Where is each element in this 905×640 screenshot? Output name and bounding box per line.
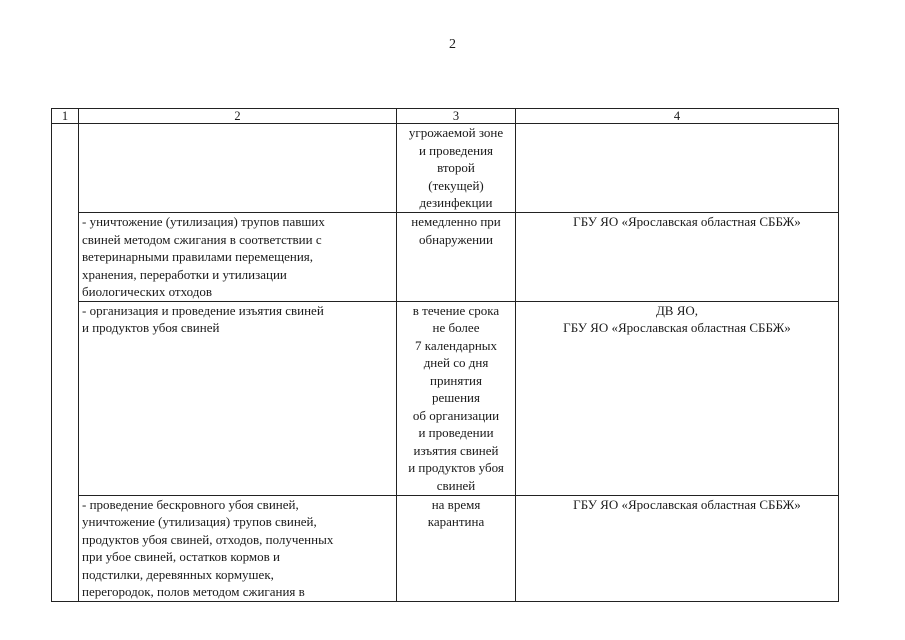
deadline-cell: немедленно при обнаружении [397, 213, 516, 302]
header-col-3: 3 [397, 109, 516, 124]
row-number-cell [52, 124, 79, 602]
responsible-cell: ГБУ ЯО «Ярославская областная СББЖ» [516, 213, 839, 302]
measure-cell: - уничтожение (утилизация) трупов павших свиней методом сжигания в соответствии с ветеринарными правилами перемещения, хранения, переработки и утилизации биологических отходов [79, 213, 397, 302]
measure-cell: - проведение бескровного убоя свиней, уничтожение (утилизация) трупов свиней, продуктов убоя свиней, отходов, полученных при убое свиней, остатков кормов и подстилки, деревянных кормушек, перегородок, полов методом сжигания в [79, 495, 397, 601]
header-col-4: 4 [516, 109, 839, 124]
deadline-cell: на время карантина [397, 495, 516, 601]
table-row [52, 495, 839, 601]
responsible-cell [516, 124, 839, 213]
deadline-cell: в течение срока не более 7 календарных дней со дня принятия решения об организации и проведении изъятия свиней и продуктов убоя свиней [397, 301, 516, 495]
table-row [52, 301, 839, 495]
table-header-row [52, 109, 839, 124]
header-col-1: 1 [52, 109, 79, 124]
measure-cell: - организация и проведение изъятия свиней и продуктов убоя свиней [79, 301, 397, 495]
measure-cell [79, 124, 397, 213]
responsible-cell: ДВ ЯО, ГБУ ЯО «Ярославская областная СББЖ» [516, 301, 839, 495]
table-row [52, 213, 839, 302]
measures-table [51, 108, 839, 602]
header-col-2: 2 [79, 109, 397, 124]
responsible-cell: ГБУ ЯО «Ярославская областная СББЖ» [516, 495, 839, 601]
page-number: 2 [449, 37, 456, 52]
table-row [52, 124, 839, 213]
deadline-cell: угрожаемой зоне и проведения второй (текущей) дезинфекции [397, 124, 516, 213]
